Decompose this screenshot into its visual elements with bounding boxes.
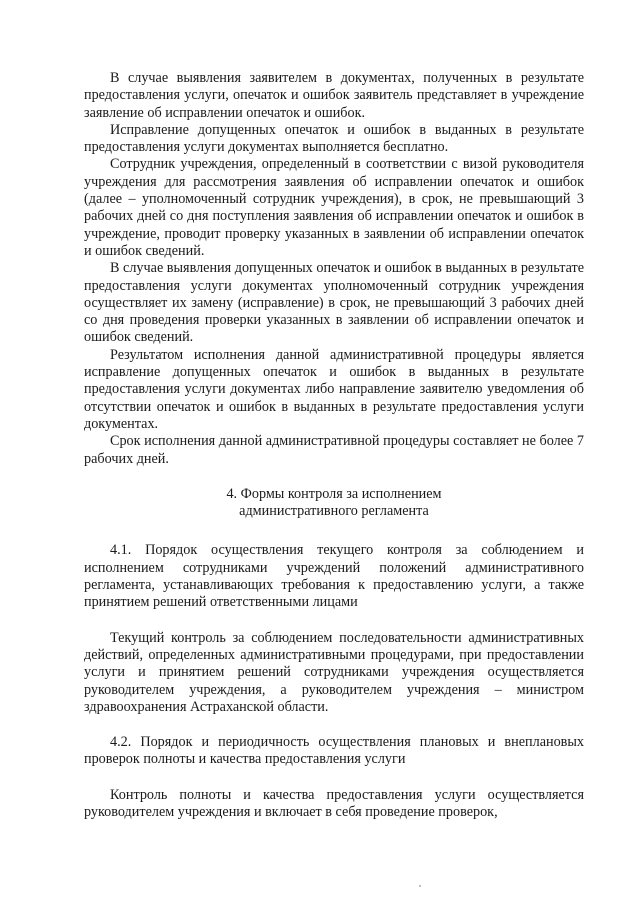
subsection-heading-4-1: 4.1. Порядок осуществления текущего контроля за соблюдением и исполнением сотрудниками учреждений положений административного регламента, устанавливающих требования к предоставлению услуги, а также принятием решений ответственными лицами (84, 542, 584, 611)
paragraph-free-correction: Исправление допущенных опечаток и ошибок в выданных в результате предоставления услуги документах выполняется бесплатно. (84, 121, 584, 156)
subsection-heading-4-2: 4.2. Порядок и периодичность осуществления плановых и внеплановых проверок полноты и качества предоставления услуги (84, 734, 584, 768)
paragraph-quality-control: Контроль полноты и качества предоставления услуги осуществляется руководителем учреждения и включает в себя проведение проверок, (84, 786, 584, 820)
document-page (84, 70, 584, 821)
section-heading-line-1: 4. Формы контроля за исполнением (226, 485, 442, 502)
section-heading-line-2: административного регламента (239, 503, 429, 520)
paragraph-current-control: Текущий контроль за соблюдением последовательности административных действий, определенных административными процедурами, при предоставлении услуги и принятием решений сотрудниками учреждения осуществляется руководителем учреждения, а руководителем учреждения – министром здравоохранения Астраханской области. (84, 629, 584, 715)
paragraph-error-detection: В случае выявления заявителем в документах, полученных в результате предоставления услуги, опечаток и ошибок заявитель представляет в учреждение заявление об исправлении опечаток и ошибок. (84, 70, 584, 121)
paragraph-result: Результатом исполнения данной административной процедуры является исправление допущенных опечаток и ошибок в выданных в результате предоставления услуги документах либо направление заявителю уведомления об отсутствии опечаток и ошибок в выданных в результате предоставления услуги документах. (84, 346, 584, 432)
scan-speck (419, 885, 421, 887)
paragraph-deadline: Срок исполнения данной административной процедуры составляет не более 7 рабочих дней. (84, 433, 584, 467)
paragraph-replacement: В случае выявления допущенных опечаток и ошибок в выданных в результате предоставления услуги документах уполномоченный сотрудник учреждения осуществляет их замену (исправление) в срок, не превышающий 3 рабочих дней со дня проведения проверки указанных в заявлении об исправлении опечаток и ошибок сведений. (84, 260, 584, 346)
paragraph-employee-check: Сотрудник учреждения, определенный в соответствии с визой руководителя учреждения для рассмотрения заявления об исправлении опечаток и ошибок (далее – уполномоченный сотрудник учреждения), в срок, не превышающий 3 рабочих дней со дня поступления заявления об исправлении опечаток и ошибок в учреждение, проводит проверку указанных в заявлении об исправлении опечаток и ошибок сведений. (84, 156, 584, 259)
